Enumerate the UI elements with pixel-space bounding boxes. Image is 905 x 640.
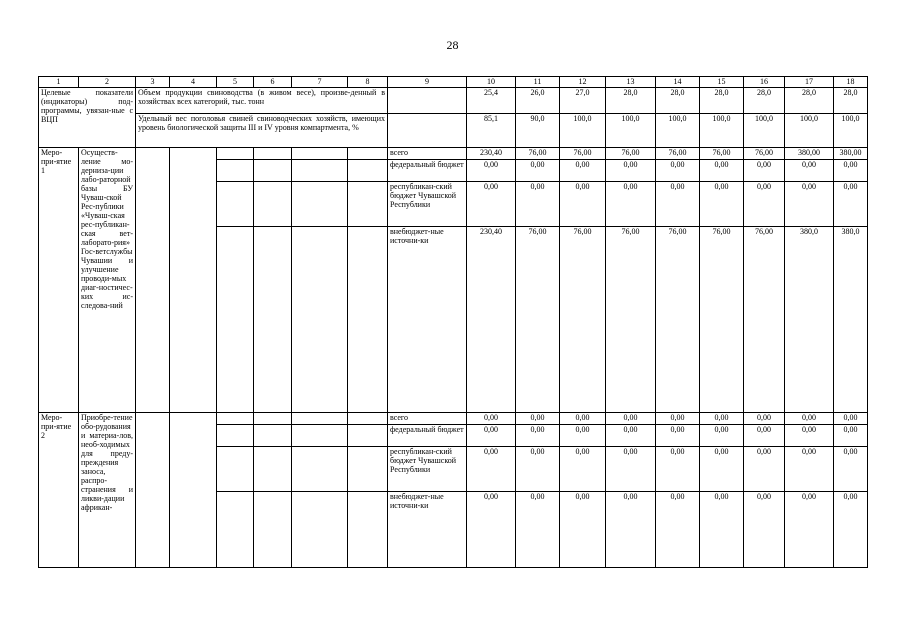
funding-value: 76,00 [560, 148, 606, 160]
empty-cell [217, 447, 254, 492]
empty-cell [217, 148, 254, 160]
funding-value: 0,00 [785, 182, 834, 227]
funding-value: 0,00 [606, 182, 656, 227]
measure-label: Меро-при-ятие 2 [39, 413, 79, 568]
funding-source: федеральный бюджет [388, 425, 467, 447]
funding-value: 0,00 [656, 492, 700, 568]
funding-value: 0,00 [744, 425, 785, 447]
funding-value: 0,00 [834, 447, 868, 492]
funding-value: 0,00 [785, 413, 834, 425]
empty-cell [292, 227, 348, 413]
empty-cell [292, 447, 348, 492]
indicators-label: Целевые показатели (индикаторы) под-программы, увязан-ные с ВЦП [39, 88, 136, 148]
funding-value: 0,00 [700, 413, 744, 425]
measure-empty-cell [136, 148, 170, 413]
empty-cell [292, 425, 348, 447]
column-number: 18 [834, 77, 868, 88]
column-number: 6 [254, 77, 292, 88]
funding-value: 0,00 [744, 160, 785, 182]
empty-cell [348, 227, 388, 413]
funding-value: 0,00 [516, 182, 560, 227]
funding-value: 380,00 [834, 148, 868, 160]
indicator-value: 100,0 [606, 114, 656, 148]
funding-value: 0,00 [467, 160, 516, 182]
funding-value: 0,00 [744, 447, 785, 492]
funding-value: 76,00 [516, 148, 560, 160]
indicator-value: 100,0 [744, 114, 785, 148]
funding-source: федеральный бюджет [388, 160, 467, 182]
funding-value: 0,00 [700, 182, 744, 227]
indicator-value: 100,0 [560, 114, 606, 148]
funding-value: 0,00 [467, 492, 516, 568]
empty-cell [348, 413, 388, 425]
funding-value: 0,00 [560, 160, 606, 182]
measure-empty-cell [136, 413, 170, 568]
indicator-value: 26,0 [516, 88, 560, 114]
funding-value: 230,40 [467, 227, 516, 413]
indicator-value: 100,0 [785, 114, 834, 148]
funding-value: 0,00 [467, 413, 516, 425]
funding-value: 380,0 [834, 227, 868, 413]
empty-cell [348, 148, 388, 160]
funding-source: внебюджет-ные источни-ки [388, 227, 467, 413]
column-number: 13 [606, 77, 656, 88]
empty-cell [254, 227, 292, 413]
indicator-empty-cell [388, 88, 467, 114]
empty-cell [254, 447, 292, 492]
funding-value: 0,00 [656, 425, 700, 447]
column-number: 1 [39, 77, 79, 88]
indicator-value: 28,0 [785, 88, 834, 114]
empty-cell [292, 182, 348, 227]
measure-description: Осуществ-ление мо-дерниза-ции лабо-раторной базы БУ Чуваш-ской Рес-публики «Чуваш-ская рес-публикан-ская вет-лаборато-рия» Гос-ветслужбы Чувашии и улучшение проводи-мых диаг-ностичес-ких ис-следова-ний [79, 148, 136, 413]
column-number-row [39, 77, 868, 88]
indicator-value: 28,0 [606, 88, 656, 114]
funding-value: 0,00 [606, 425, 656, 447]
column-number: 9 [388, 77, 467, 88]
funding-value: 0,00 [834, 425, 868, 447]
column-number: 16 [744, 77, 785, 88]
empty-cell [348, 182, 388, 227]
column-number: 8 [348, 77, 388, 88]
funding-value: 0,00 [785, 447, 834, 492]
empty-cell [217, 182, 254, 227]
funding-value: 0,00 [516, 492, 560, 568]
indicator-row [39, 114, 868, 148]
funding-value: 0,00 [516, 447, 560, 492]
column-number: 12 [560, 77, 606, 88]
measure-description: Приобре-тение обо-рудования и материа-лов, необ-ходимых для преду-преждения заноса, распро-странения и ликви-дации африкан- [79, 413, 136, 568]
funding-value: 380,0 [785, 227, 834, 413]
funding-value: 0,00 [516, 425, 560, 447]
funding-value: 0,00 [606, 160, 656, 182]
funding-source: внебюджет-ные источни-ки [388, 492, 467, 568]
empty-cell [254, 492, 292, 568]
empty-cell [254, 148, 292, 160]
funding-value: 76,00 [700, 148, 744, 160]
funding-value: 0,00 [516, 160, 560, 182]
funding-value: 76,00 [700, 227, 744, 413]
funding-value: 76,00 [606, 227, 656, 413]
funding-value: 0,00 [834, 182, 868, 227]
column-number: 14 [656, 77, 700, 88]
funding-value: 0,00 [656, 160, 700, 182]
empty-cell [254, 425, 292, 447]
funding-value: 0,00 [560, 492, 606, 568]
indicator-value: 28,0 [744, 88, 785, 114]
funding-value: 76,00 [560, 227, 606, 413]
indicator-value: 90,0 [516, 114, 560, 148]
page-number: 28 [446, 38, 459, 52]
funding-value: 0,00 [785, 425, 834, 447]
empty-cell [348, 425, 388, 447]
indicator-text: Удельный вес поголовья свиней свиноводческих хозяйств, имеющих уровень биологической защиты III и IV уровня компартмента, % [136, 114, 388, 148]
funding-value: 0,00 [744, 182, 785, 227]
indicator-value: 100,0 [700, 114, 744, 148]
empty-cell [217, 413, 254, 425]
funding-value: 76,00 [606, 148, 656, 160]
funding-value: 0,00 [467, 447, 516, 492]
funding-source: всего [388, 148, 467, 160]
indicator-value: 100,0 [834, 114, 868, 148]
funding-value: 0,00 [834, 413, 868, 425]
funding-value: 0,00 [744, 413, 785, 425]
column-number: 17 [785, 77, 834, 88]
funding-value: 0,00 [656, 413, 700, 425]
column-number: 15 [700, 77, 744, 88]
funding-value: 76,00 [744, 148, 785, 160]
empty-cell [217, 492, 254, 568]
funding-value: 76,00 [656, 227, 700, 413]
empty-cell [254, 413, 292, 425]
funding-value: 0,00 [785, 492, 834, 568]
funding-source: республикан-ский бюджет Чувашской Республики [388, 447, 467, 492]
column-number: 4 [170, 77, 217, 88]
funding-value: 230,40 [467, 148, 516, 160]
funding-row [39, 413, 868, 425]
measure-label: Меро-при-ятие 1 [39, 148, 79, 413]
empty-cell [292, 413, 348, 425]
indicator-value: 85,1 [467, 114, 516, 148]
funding-value: 0,00 [606, 413, 656, 425]
funding-value: 0,00 [656, 182, 700, 227]
empty-cell [348, 447, 388, 492]
funding-value: 0,00 [467, 425, 516, 447]
funding-value: 380,00 [785, 148, 834, 160]
column-number: 3 [136, 77, 170, 88]
funding-source: всего [388, 413, 467, 425]
funding-value: 0,00 [700, 447, 744, 492]
column-number: 11 [516, 77, 560, 88]
funding-value: 0,00 [700, 160, 744, 182]
funding-value: 0,00 [560, 413, 606, 425]
column-number: 5 [217, 77, 254, 88]
measure-empty-cell [170, 148, 217, 413]
indicator-row [39, 88, 868, 114]
funding-value: 0,00 [700, 425, 744, 447]
funding-value: 0,00 [744, 492, 785, 568]
column-number: 7 [292, 77, 348, 88]
empty-cell [292, 148, 348, 160]
funding-value: 0,00 [606, 447, 656, 492]
indicator-empty-cell [388, 114, 467, 148]
program-table [38, 76, 868, 568]
funding-source: республикан-ский бюджет Чувашской Республики [388, 182, 467, 227]
funding-value: 0,00 [606, 492, 656, 568]
funding-value: 0,00 [834, 492, 868, 568]
empty-cell [217, 160, 254, 182]
funding-value: 0,00 [560, 425, 606, 447]
column-number: 10 [467, 77, 516, 88]
empty-cell [348, 492, 388, 568]
funding-value: 76,00 [656, 148, 700, 160]
funding-value: 0,00 [560, 447, 606, 492]
empty-cell [217, 227, 254, 413]
empty-cell [292, 160, 348, 182]
funding-value: 0,00 [560, 182, 606, 227]
indicator-value: 100,0 [656, 114, 700, 148]
indicator-text: Объем продукции свиноводства (в живом весе), произве-денный в хозяйствах всех категорий, тыс. тонн [136, 88, 388, 114]
empty-cell [254, 182, 292, 227]
indicator-value: 28,0 [834, 88, 868, 114]
funding-value: 0,00 [785, 160, 834, 182]
indicator-value: 28,0 [700, 88, 744, 114]
empty-cell [217, 425, 254, 447]
funding-value: 76,00 [516, 227, 560, 413]
funding-value: 0,00 [467, 182, 516, 227]
indicator-value: 27,0 [560, 88, 606, 114]
measure-empty-cell [170, 413, 217, 568]
funding-value: 0,00 [516, 413, 560, 425]
funding-row [39, 148, 868, 160]
funding-value: 0,00 [656, 447, 700, 492]
funding-value: 76,00 [744, 227, 785, 413]
empty-cell [348, 160, 388, 182]
empty-cell [254, 160, 292, 182]
empty-cell [292, 492, 348, 568]
funding-value: 0,00 [834, 160, 868, 182]
column-number: 2 [79, 77, 136, 88]
funding-value: 0,00 [700, 492, 744, 568]
indicator-value: 28,0 [656, 88, 700, 114]
indicator-value: 25,4 [467, 88, 516, 114]
